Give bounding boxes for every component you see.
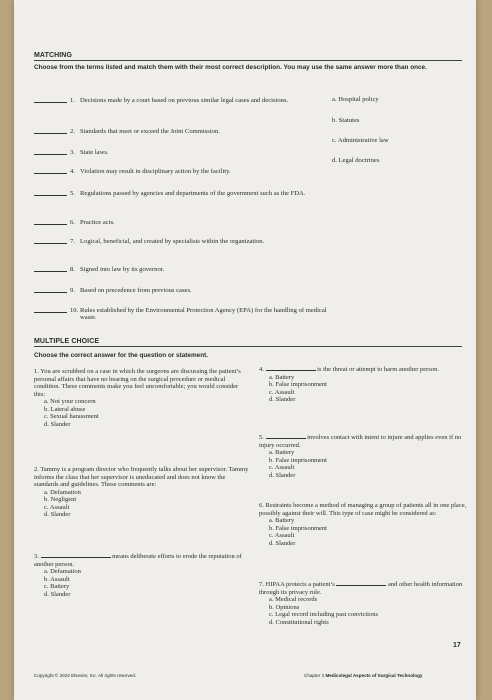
term-option: d. Legal doctrines xyxy=(332,157,380,164)
answer-option[interactable]: b. False imprisonment xyxy=(269,524,327,532)
question-5: 5. involves contact with intent to injure and applies even if no injury occurred. a. Battery b. False imprisonment c. Assault d. Slander xyxy=(259,434,469,479)
fill-blank[interactable] xyxy=(266,370,316,371)
page-number: 17 xyxy=(453,642,461,649)
answer-option[interactable]: d. Slander xyxy=(269,396,296,403)
answer-option[interactable]: b. Assault xyxy=(44,575,70,583)
answer-option[interactable]: d. Slander xyxy=(44,511,71,518)
answer-option[interactable]: d. Slander xyxy=(269,471,296,479)
answer-option[interactable]: c. Assault xyxy=(269,464,295,471)
answer-option[interactable]: c. Assault xyxy=(269,388,295,396)
fill-blank[interactable] xyxy=(336,585,386,586)
answer-blank[interactable] xyxy=(34,102,67,103)
multiple-choice-heading: MULTIPLE CHOICE xyxy=(34,338,462,347)
answer-option[interactable]: a. Battery xyxy=(269,449,295,456)
answer-option[interactable]: d. Slander xyxy=(44,590,71,598)
question-7: 7. HIPAA protects a patient’s and other health information through its privacy rule. a. Medical records b. Opinions c. Legal record including past convictions d. Constitutional rights xyxy=(259,581,469,626)
answer-blank[interactable] xyxy=(34,312,67,313)
question-1: 1. You are scrubbed on a case in which the surgeons are discussing the patient’s personal affairs that have no bearing on the surgical procedure or medical condition. These comments make you feel uncomfortable; you would consider this: a. Not your concern b. Lateral abuse c. Sexual harassment d. Slander xyxy=(34,368,249,428)
chapter-footer: Chapter 3 Medicolegal Aspects of Surgical Technology xyxy=(304,673,423,678)
answer-option[interactable]: a. Battery xyxy=(269,517,295,524)
answer-option[interactable]: a. Battery xyxy=(269,373,295,381)
question-6: 6. Restraints become a method of managing a group of patients all in one place, possibly against their will. This type of case might be considered as: a. Battery b. False imprisonment c. Assault d. Slander xyxy=(259,502,469,547)
question-4: 4. is the threat or attempt to harm another person. a. Battery b. False imprisonment c. Assault d. Slander xyxy=(259,366,464,404)
answer-option[interactable]: a. Defamation xyxy=(44,488,81,496)
answer-blank[interactable] xyxy=(34,133,67,134)
answer-blank[interactable] xyxy=(34,292,67,293)
answer-option[interactable]: a. Medical records xyxy=(269,596,318,603)
answer-option[interactable]: c. Legal record including past convictions xyxy=(269,611,379,618)
answer-option[interactable]: c. Sexual harassment xyxy=(44,413,99,420)
matching-instructions: Choose from the terms listed and match them with their most correct description. You may use the same answer more than once. xyxy=(34,64,427,71)
mc-instructions: Choose the correct answer for the question or statement. xyxy=(34,352,209,359)
term-option: a. Hospital policy xyxy=(332,96,379,103)
answer-blank[interactable] xyxy=(34,154,67,155)
answer-blank[interactable] xyxy=(34,224,67,225)
answer-option[interactable]: c. Assault xyxy=(269,532,295,539)
copyright-text: Copyright © 2022 Elsevier, Inc. All rights reserved. xyxy=(34,673,137,678)
matching-heading: MATCHING xyxy=(34,52,462,61)
answer-option[interactable]: a. Not your concern xyxy=(44,398,96,405)
answer-blank[interactable] xyxy=(34,243,67,244)
answer-blank[interactable] xyxy=(34,195,67,196)
answer-option[interactable]: a. Defamation xyxy=(44,568,81,575)
answer-option[interactable]: b. Negligent xyxy=(44,496,77,503)
answer-option[interactable]: c. Assault xyxy=(44,503,70,511)
answer-option[interactable]: c. Battery xyxy=(44,583,70,590)
answer-option[interactable]: b. Lateral abuse xyxy=(44,405,86,413)
fill-blank[interactable] xyxy=(41,557,111,558)
answer-blank[interactable] xyxy=(34,173,67,174)
answer-option[interactable]: b. False imprisonment xyxy=(269,381,327,388)
term-option: c. Administrative law xyxy=(332,137,389,144)
answer-option[interactable]: d. Slander xyxy=(44,420,71,428)
answer-blank[interactable] xyxy=(34,271,67,272)
worksheet-page: MATCHING Choose from the terms listed and match them with their most correct description. You may use the same answer more than once. 1. Decisions made by a court based on previous similar legal cases and decisions. 2. Standards that meet or exceed the Joint Commission. 3. State laws. 4. Violation may result in disciplinary action by the facility. 5. Regulations passed by agencies and departments of the government such as the FDA. 6. Practice acts. 7. Logical, beneficial, and created by specialists within the organization. 8. Signed into law by its governor. 9. Based on precedence from previous cases. 10. Rules established by the Environmental Protection Agency (EPA) for the handling of medical waste. a. Hospital policy b. Statutes c. Administrative law d. Legal doctrines MULTIPLE CHOICE Choose the correct answer for the question or statement. 1. You are scrubbed on a case in which the surgeons are discussing the patient’s personal affairs that have no bearing on the surgical procedure or medical condition. These comments make you feel uncomfortable; you would consider this: a. Not your concern b. Lateral abuse c. Sexual harassment d. Slander 2. Tammy is a program director who frequently talks about her supervisor. Tammy informs the class that her supervisor is uneducated and does not know the standards and guidelines. These comments are: a. Defamation b. Negligent c. Assault d. Slander 3. means deliberate efforts to erode the reputation of another person. a. Defamation b. Assault c. Battery d. Slander 4. is the threat or attempt to harm another person. a. Battery b. False imprisonment c. Assault d. Slander 5. involves contact with intent to injure and applies even if no injury occurred. a. Battery b. False imprisonment c. Assault d. Slander 6. Restraints become a method of managing a group of patients all in one place, possibly against their will. This type of case might be considered as: a. Battery b. False imprisonment c. Assault d. Slander 7. HIPAA protects a patient’s and other health information through its privacy rule. a. Medical records b. Opinions c. Legal record including past convictions d. Constitutional rights 17 Copyright © 2022 Elsevier, Inc. All rights reserved. Chapter 3 Medicolegal Aspects of Surgical Technology xyxy=(14,0,476,700)
answer-option[interactable]: b. Opinions xyxy=(269,603,300,611)
term-option: b. Statutes xyxy=(332,117,360,124)
question-3: 3. means deliberate efforts to erode the reputation of another person. a. Defamation b. Assault c. Battery d. Slander xyxy=(34,553,249,598)
fill-blank[interactable] xyxy=(266,438,306,439)
answer-option[interactable]: b. False imprisonment xyxy=(269,456,327,464)
answer-option[interactable]: d. Slander xyxy=(269,539,296,547)
question-2: 2. Tammy is a program director who frequently talks about her supervisor. Tammy informs the class that her supervisor is uneducated and does not know the standards and guidelines. These comments are: a. Defamation b. Negligent c. Assault d. Slander xyxy=(34,466,249,518)
answer-option[interactable]: d. Constitutional rights xyxy=(269,618,329,626)
